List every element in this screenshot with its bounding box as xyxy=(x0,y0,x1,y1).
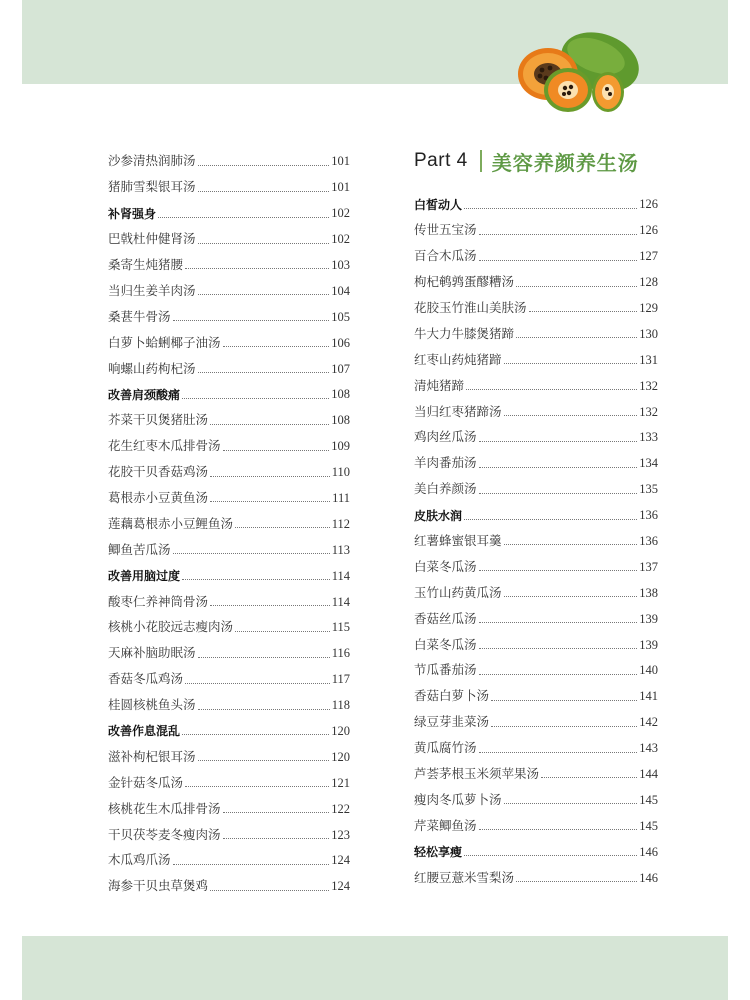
toc-page-number: 141 xyxy=(639,689,658,704)
toc-entry xyxy=(108,634,350,660)
toc-leader-dots xyxy=(182,398,329,399)
toc-entry-title: 补肾强身 xyxy=(108,206,157,221)
toc-entry xyxy=(414,444,658,470)
toc-leader-dots xyxy=(210,605,330,606)
toc-entry xyxy=(414,418,658,444)
toc-page-number: 101 xyxy=(331,154,350,169)
toc-page-number: 117 xyxy=(331,672,350,687)
toc-entry xyxy=(108,427,350,453)
toc-entry-title: 白菜冬瓜汤 xyxy=(414,558,477,574)
toc-leader-dots xyxy=(504,363,638,364)
toc-entry-title: 巴戟杜仲健肾汤 xyxy=(108,231,196,247)
bottom-banner xyxy=(22,936,728,1000)
toc-leader-dots xyxy=(223,450,330,451)
toc-entry xyxy=(108,297,350,323)
toc-page-number: 103 xyxy=(331,257,350,272)
toc-leader-dots xyxy=(504,803,638,804)
toc-entry-title: 节瓜番茄汤 xyxy=(414,662,477,678)
toc-entry xyxy=(414,755,658,781)
toc-entry xyxy=(108,168,350,194)
toc-leader-dots xyxy=(223,838,330,839)
toc-entry xyxy=(414,366,658,392)
toc-leader-dots xyxy=(235,527,330,528)
toc-page-number: 120 xyxy=(331,749,350,764)
toc-entry-title: 芹菜鲫鱼汤 xyxy=(414,817,477,833)
toc-entry-title: 羊肉番茄汤 xyxy=(414,455,477,471)
toc-leader-dots xyxy=(464,519,637,520)
toc-entry xyxy=(414,470,658,496)
toc-entry xyxy=(414,780,658,806)
toc-entry-title: 改善作息混乱 xyxy=(108,724,181,739)
toc-page-number: 106 xyxy=(331,335,350,350)
toc-entry-title: 莲藕葛根赤小豆鲤鱼汤 xyxy=(108,515,234,531)
toc-leader-dots xyxy=(479,260,638,261)
toc-leader-dots xyxy=(210,890,329,891)
toc-entry xyxy=(108,453,350,479)
toc-entry-title: 猪肺雪梨银耳汤 xyxy=(108,179,196,195)
toc-entry xyxy=(108,349,350,375)
toc-entry-title: 牛大力牛膝煲猪蹄 xyxy=(414,325,515,341)
toc-section-heading xyxy=(108,556,350,582)
toc-entry-title: 轻松享瘦 xyxy=(414,845,463,860)
toc-entry xyxy=(414,522,658,548)
toc-entry-title: 香菇白萝卜汤 xyxy=(414,688,490,704)
toc-page-number: 146 xyxy=(639,844,658,859)
toc-entry-title: 香菇冬瓜鸡汤 xyxy=(108,671,184,687)
toc-entry-title: 红薯蜂蜜银耳羹 xyxy=(414,532,502,548)
toc-entry-title: 白皙动人 xyxy=(414,197,463,212)
toc-page-number: 111 xyxy=(332,490,350,505)
toc-entry-title: 海参干贝虫草煲鸡 xyxy=(108,878,209,894)
toc-entry-title: 芥菜干贝煲猪肚汤 xyxy=(108,412,209,428)
toc-entry-title: 白萝卜蛤蜊椰子油汤 xyxy=(108,334,221,350)
toc-entry xyxy=(108,660,350,686)
toc-leader-dots xyxy=(182,579,330,580)
toc-entry-title: 滋补枸杞银耳汤 xyxy=(108,748,196,764)
toc-page-number: 120 xyxy=(331,723,350,738)
toc-entry xyxy=(108,737,350,763)
toc-entry-title: 玉竹山药黄瓜汤 xyxy=(414,584,502,600)
toc-leader-dots xyxy=(185,683,330,684)
toc-leader-dots xyxy=(173,320,330,321)
toc-entry xyxy=(414,289,658,315)
toc-leader-dots xyxy=(516,881,637,882)
toc-page-number: 129 xyxy=(639,300,658,315)
toc-entry-title: 绿豆芽韭菜汤 xyxy=(414,714,490,730)
toc-entry-title: 红枣山药炖猪蹄 xyxy=(414,351,502,367)
toc-entry-title: 响螺山药枸杞汤 xyxy=(108,360,196,376)
toc-entry xyxy=(414,237,658,263)
toc-leader-dots xyxy=(223,812,330,813)
toc-entry-title: 花生红枣木瓜排骨汤 xyxy=(108,438,221,454)
toc-page-number: 110 xyxy=(331,465,350,480)
toc-entry-title: 白菜冬瓜汤 xyxy=(414,636,477,652)
toc-leader-dots xyxy=(479,829,638,830)
toc-leader-dots xyxy=(173,864,330,865)
toc-entry xyxy=(108,841,350,867)
toc-page-number: 113 xyxy=(331,542,350,557)
toc-leader-dots xyxy=(198,709,330,710)
toc-entry-title: 清炖猪蹄 xyxy=(414,377,465,393)
toc-page-number: 126 xyxy=(639,223,658,238)
toc-entry-title: 枸杞鹌鹑蛋醪糟汤 xyxy=(414,274,515,290)
toc-entry xyxy=(108,323,350,349)
toc-leader-dots xyxy=(516,337,637,338)
toc-page-number: 126 xyxy=(639,197,658,212)
toc-page-number: 108 xyxy=(331,413,350,428)
toc-page-number: 132 xyxy=(639,404,658,419)
toc-entry-title: 鸡肉丝瓜汤 xyxy=(414,429,477,445)
toc-leader-dots xyxy=(185,786,329,787)
toc-entry xyxy=(414,858,658,884)
toc-section-heading xyxy=(108,194,350,220)
toc-leader-dots xyxy=(158,217,329,218)
part-divider xyxy=(480,150,482,172)
toc-section-heading xyxy=(108,375,350,401)
toc-page-number: 139 xyxy=(639,611,658,626)
toc-entry-title: 金针菇冬瓜汤 xyxy=(108,774,184,790)
toc-leader-dots xyxy=(504,596,638,597)
toc-entry-title: 桑寄生炖猪腰 xyxy=(108,256,184,272)
toc-entry xyxy=(414,573,658,599)
toc-entry-title: 当归生姜羊肉汤 xyxy=(108,282,196,298)
toc-page-number: 138 xyxy=(639,585,658,600)
toc-page-number: 132 xyxy=(639,378,658,393)
toc-leader-dots xyxy=(504,544,638,545)
toc-page-number: 124 xyxy=(331,879,350,894)
toc-entry-title: 黄瓜腐竹汤 xyxy=(414,740,477,756)
toc-page-number: 108 xyxy=(331,387,350,402)
toc-page-number: 115 xyxy=(331,620,350,635)
toc-entry xyxy=(108,401,350,427)
toc-entry xyxy=(108,504,350,530)
toc-entry xyxy=(414,625,658,651)
toc-entry xyxy=(108,867,350,893)
toc-entry-title: 皮肤水润 xyxy=(414,508,463,523)
toc-leader-dots xyxy=(198,372,330,373)
toc-page-number: 145 xyxy=(639,792,658,807)
toc-entry-title: 鲫鱼苦瓜汤 xyxy=(108,541,171,557)
toc-left-column xyxy=(108,142,350,893)
toc-page-number: 109 xyxy=(331,439,350,454)
toc-entry-title: 红腰豆薏米雪梨汤 xyxy=(414,869,515,885)
toc-leader-dots xyxy=(210,501,330,502)
toc-entry xyxy=(414,211,658,237)
toc-page-number: 139 xyxy=(639,637,658,652)
toc-page-number: 102 xyxy=(331,232,350,247)
toc-leader-dots xyxy=(235,631,330,632)
toc-page-number: 130 xyxy=(639,326,658,341)
toc-entry xyxy=(414,547,658,573)
toc-section-heading xyxy=(414,185,658,211)
toc-entry xyxy=(108,608,350,634)
toc-leader-dots xyxy=(464,208,637,209)
toc-entry xyxy=(414,651,658,677)
toc-entry-title: 核桃花生木瓜排骨汤 xyxy=(108,800,221,816)
toc-leader-dots xyxy=(479,493,638,494)
part-label: Part 4 xyxy=(414,150,468,171)
papaya-illustration xyxy=(512,18,642,118)
toc-entry-title: 桑葚牛骨汤 xyxy=(108,308,171,324)
toc-page-number: 122 xyxy=(331,801,350,816)
toc-entry xyxy=(108,686,350,712)
toc-entry-title: 天麻补脑助眠汤 xyxy=(108,645,196,661)
toc-leader-dots xyxy=(479,622,638,623)
toc-entry xyxy=(414,806,658,832)
toc-entry xyxy=(108,763,350,789)
toc-entry xyxy=(414,599,658,625)
toc-entry-title: 瘦肉冬瓜萝卜汤 xyxy=(414,791,502,807)
toc-leader-dots xyxy=(479,752,638,753)
toc-page-number: 128 xyxy=(639,275,658,290)
toc-entry xyxy=(108,220,350,246)
toc-entry-title: 沙参清热润肺汤 xyxy=(108,153,196,169)
toc-leader-dots xyxy=(210,424,329,425)
toc-leader-dots xyxy=(541,777,637,778)
toc-entry-title: 百合木瓜汤 xyxy=(414,248,477,264)
part-heading xyxy=(414,146,639,176)
toc-leader-dots xyxy=(491,726,637,727)
toc-entry xyxy=(108,815,350,841)
toc-leader-dots xyxy=(479,467,638,468)
toc-leader-dots xyxy=(198,165,330,166)
toc-entry-title: 当归红枣猪蹄汤 xyxy=(414,403,502,419)
toc-section-heading xyxy=(414,496,658,522)
toc-leader-dots xyxy=(198,294,330,295)
toc-entry-title: 干贝茯苓麦冬瘦肉汤 xyxy=(108,826,221,842)
toc-entry-title: 花胶玉竹淮山美肤汤 xyxy=(414,299,527,315)
toc-leader-dots xyxy=(223,346,330,347)
toc-entry xyxy=(414,263,658,289)
toc-leader-dots xyxy=(198,191,330,192)
toc-page-number: 133 xyxy=(639,430,658,445)
toc-page-number: 123 xyxy=(331,827,350,842)
toc-entry-title: 芦荟茅根玉米须苹果汤 xyxy=(414,765,540,781)
toc-page-number: 107 xyxy=(331,361,350,376)
toc-entry xyxy=(414,729,658,755)
toc-entry xyxy=(414,677,658,703)
toc-page-number: 136 xyxy=(639,508,658,523)
toc-leader-dots xyxy=(504,415,638,416)
toc-page-number: 104 xyxy=(331,283,350,298)
toc-leader-dots xyxy=(479,570,638,571)
toc-leader-dots xyxy=(198,657,330,658)
toc-page-number: 124 xyxy=(331,853,350,868)
toc-page-number: 114 xyxy=(331,594,350,609)
toc-leader-dots xyxy=(210,476,330,477)
toc-page-number: 137 xyxy=(639,559,658,574)
toc-leader-dots xyxy=(185,268,329,269)
toc-entry-title: 花胶干贝香菇鸡汤 xyxy=(108,464,209,480)
toc-page-number: 134 xyxy=(639,456,658,471)
toc-leader-dots xyxy=(466,389,637,390)
toc-leader-dots xyxy=(479,648,638,649)
toc-leader-dots xyxy=(529,311,638,312)
toc-entry-title: 木瓜鸡爪汤 xyxy=(108,852,171,868)
toc-page-number: 135 xyxy=(639,482,658,497)
toc-page-number: 101 xyxy=(331,180,350,195)
toc-entry-title: 美白养颜汤 xyxy=(414,481,477,497)
part-title: 美容养颜养生汤 xyxy=(491,150,639,175)
toc-entry xyxy=(414,703,658,729)
toc-entry xyxy=(108,271,350,297)
toc-page-number: 102 xyxy=(331,206,350,221)
toc-section-heading xyxy=(108,712,350,738)
toc-page-number: 116 xyxy=(331,646,350,661)
toc-leader-dots xyxy=(491,700,637,701)
toc-page-number: 143 xyxy=(639,741,658,756)
toc-entry-title: 香菇丝瓜汤 xyxy=(414,610,477,626)
toc-page-number: 140 xyxy=(639,663,658,678)
toc-leader-dots xyxy=(516,286,637,287)
toc-entry xyxy=(108,142,350,168)
toc-leader-dots xyxy=(479,234,638,235)
toc-page-number: 144 xyxy=(639,766,658,781)
toc-entry xyxy=(414,340,658,366)
toc-page-number: 136 xyxy=(639,533,658,548)
toc-page-number: 127 xyxy=(639,249,658,264)
toc-page-number: 146 xyxy=(639,870,658,885)
toc-entry-title: 改善肩颈酸痛 xyxy=(108,387,181,402)
toc-entry xyxy=(108,530,350,556)
toc-section-heading xyxy=(414,832,658,858)
toc-leader-dots xyxy=(173,553,330,554)
toc-entry xyxy=(414,314,658,340)
toc-page-number: 142 xyxy=(639,715,658,730)
toc-leader-dots xyxy=(182,734,329,735)
toc-entry-title: 葛根赤小豆黄鱼汤 xyxy=(108,489,209,505)
toc-page-number: 112 xyxy=(331,516,350,531)
toc-entry xyxy=(108,789,350,815)
toc-right-column xyxy=(414,185,658,884)
toc-entry-title: 桂圆核桃鱼头汤 xyxy=(108,697,196,713)
toc-leader-dots xyxy=(479,441,638,442)
toc-entry-title: 核桃小花胶远志瘦肉汤 xyxy=(108,619,234,635)
toc-page-number: 118 xyxy=(331,698,350,713)
toc-leader-dots xyxy=(479,674,638,675)
toc-entry xyxy=(108,246,350,272)
toc-leader-dots xyxy=(464,855,637,856)
toc-entry xyxy=(108,479,350,505)
toc-entry xyxy=(108,582,350,608)
toc-entry xyxy=(414,392,658,418)
toc-page-number: 145 xyxy=(639,818,658,833)
toc-entry-title: 改善用脑过度 xyxy=(108,569,181,584)
toc-entry-title: 酸枣仁养神筒骨汤 xyxy=(108,593,209,609)
toc-entry-title: 传世五宝汤 xyxy=(414,222,477,238)
toc-leader-dots xyxy=(198,760,330,761)
toc-page-number: 105 xyxy=(331,309,350,324)
toc-page-number: 121 xyxy=(331,775,350,790)
toc-leader-dots xyxy=(198,243,330,244)
toc-page-number: 131 xyxy=(639,352,658,367)
toc-page-number: 114 xyxy=(331,568,350,583)
